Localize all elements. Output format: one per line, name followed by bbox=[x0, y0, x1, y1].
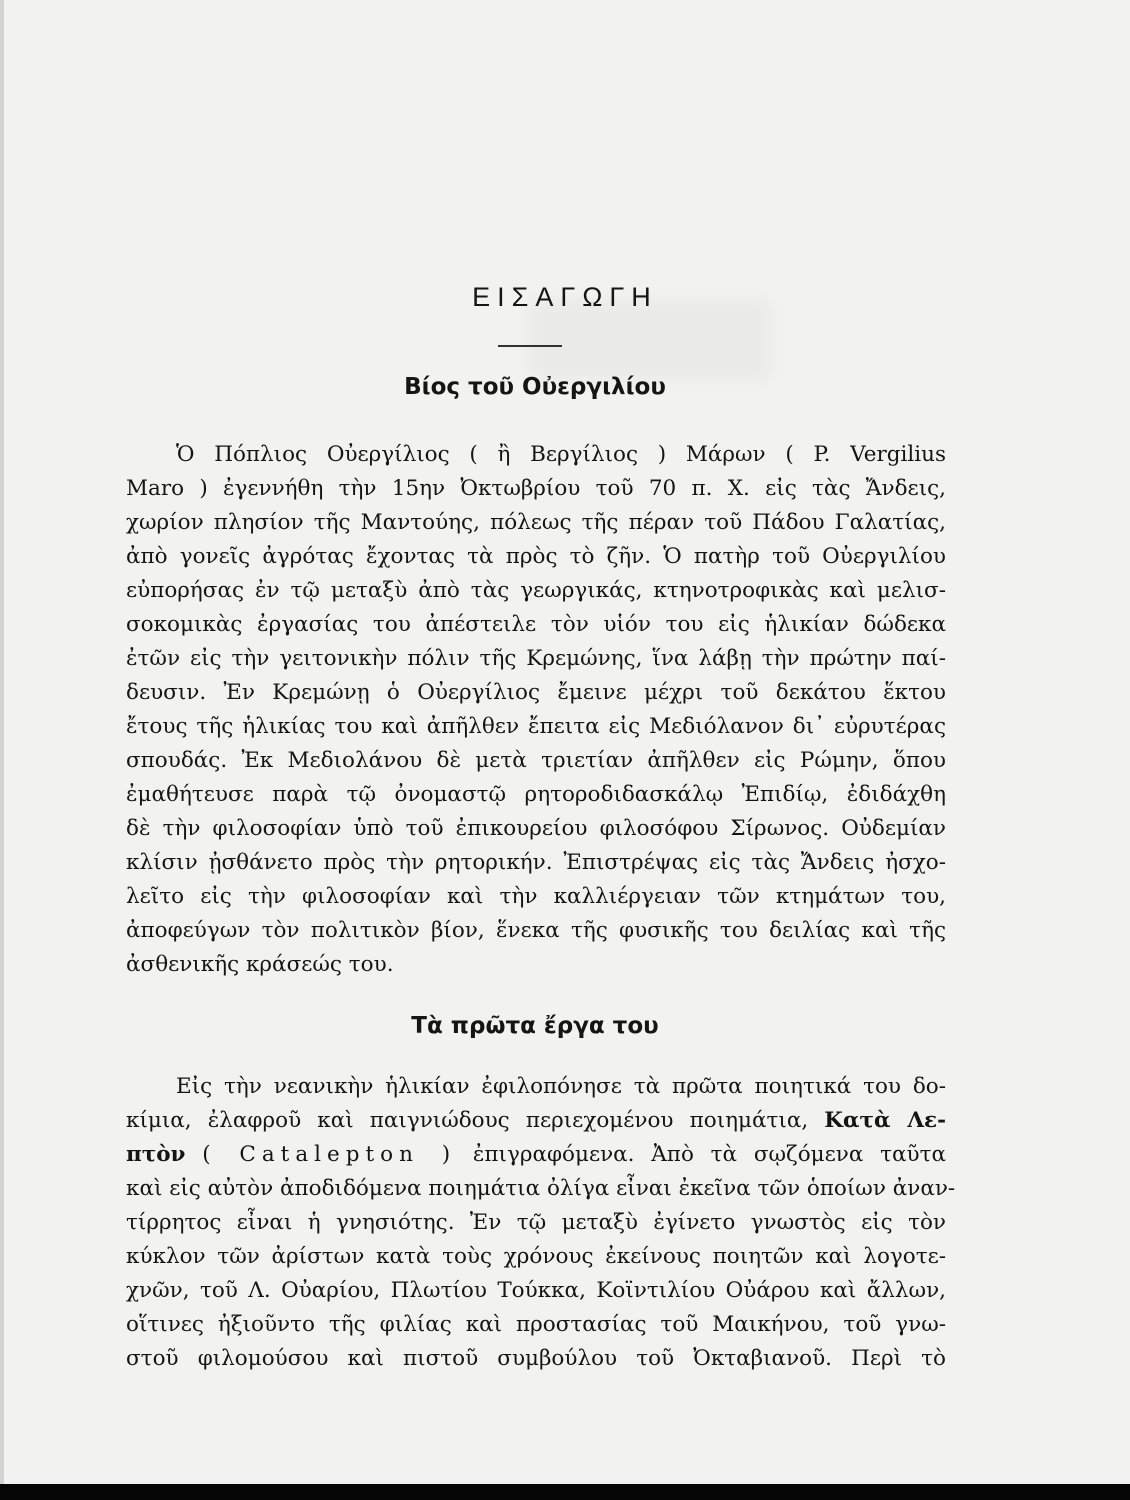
text-line: σοκομικὰς ἐργασίας του ἀπέστειλε τὸν υἱόν του εἰς ἡλικίαν δώδεκα bbox=[126, 612, 946, 637]
text-line: ἐμαθήτευσε παρὰ τῷ ὀνομαστῷ ρητοροδιδασκάλῳ Ἐπιδίῳ, ἐδιδάχθη bbox=[126, 782, 946, 807]
text-line: Maro ) ἐγεννήθη τὴν 15ην Ὀκτωβρίου τοῦ 70 π. Χ. εἰς τὰς Ἄνδεις, bbox=[126, 476, 946, 501]
section-heading-early-works: Τὰ πρῶτα ἔργα του bbox=[411, 1013, 659, 1039]
section-heading-life: Βίος τοῦ Οὐεργιλίου bbox=[404, 374, 666, 400]
text-line: λεῖτο εἰς τὴν φιλοσοφίαν καὶ τὴν καλλιέργειαν τῶν κτημάτων του, bbox=[126, 884, 946, 909]
text-line: ἀπὸ γονεῖς ἀγρότας ἔχοντας τὰ πρὸς τὸ ζῆν. Ὁ πατὴρ τοῦ Οὐεργιλίου bbox=[126, 544, 946, 569]
text-line: χωρίον πλησίον τῆς Μαντούης, πόλεως τῆς πέραν τοῦ Πάδου Γαλατίας, bbox=[126, 510, 946, 535]
scan-bottom-edge bbox=[0, 1484, 1130, 1500]
text-line: ἔτους τῆς ἡλικίας του καὶ ἀπῆλθεν ἔπειτα εἰς Μεδιόλανον δι᾽ εὐρυτέρας bbox=[126, 714, 946, 739]
chapter-title: ΕΙΣΑΓΩΓΗ bbox=[472, 282, 658, 312]
text-line: οἵτινες ἠξιοῦντο τῆς φιλίας καὶ προστασίας τοῦ Μαικήνου, τοῦ γνω- bbox=[126, 1312, 946, 1337]
bold-title-fragment: Κατὰ Λε- bbox=[824, 1108, 946, 1133]
text-line: στοῦ φιλομούσου καὶ πιστοῦ συμβούλου τοῦ Ὀκταβιανοῦ. Περὶ τὸ bbox=[126, 1346, 946, 1371]
text-fragment: κίμια, ἐλαφροῦ καὶ παιγνιώδους περιεχομένου ποιημάτια, bbox=[126, 1108, 809, 1133]
text-line: ἀσθενικῆς κράσεώς του. bbox=[126, 952, 394, 977]
text-line: κλίσιν ᾐσθάνετο πρὸς τὴν ρητορικήν. Ἐπιστρέψας εἰς τὰς Ἄνδεις ἠσχο- bbox=[126, 850, 946, 875]
text-line: τίρρητος εἶναι ἡ γνησιότης. Ἐν τῷ μεταξὺ ἐγίνετο γνωστὸς εἰς τὸν bbox=[126, 1210, 946, 1235]
paragraph-life bbox=[126, 438, 946, 982]
text-line: ἀποφεύγων τὸν πολιτικὸν βίον, ἕνεκα τῆς φυσικῆς του δειλίας καὶ τῆς bbox=[126, 918, 946, 943]
text-line: κύκλον τῶν ἀρίστων κατὰ τοὺς χρόνους ἐκείνους ποιητῶν καὶ λογοτε- bbox=[126, 1244, 946, 1269]
text-line: σπουδάς. Ἐκ Μεδιολάνου δὲ μετὰ τριετίαν ἀπῆλθεν εἰς Ρώμην, ὅπου bbox=[126, 748, 946, 773]
paragraph-early-works bbox=[126, 1070, 956, 1376]
text-line: ἐτῶν εἰς τὴν γειτονικὴν πόλιν τῆς Κρεμώνης, ἵνα λάβῃ τὴν πρώτην παί- bbox=[126, 646, 946, 671]
bold-title-fragment: πτὸν bbox=[126, 1142, 186, 1167]
text-line: Ὁ Πόπλιος Οὐεργίλιος ( ἢ Βεργίλιος ) Μάρων ( P. Vergilius bbox=[176, 442, 946, 467]
latin-title: ( Catalepton ) bbox=[202, 1142, 457, 1167]
text-line: καὶ εἰς αὐτὸν ἀποδιδόμενα ποιημάτια ὀλίγα εἶναι ἐκεῖνα τῶν ὁποίων ἀναν- bbox=[126, 1176, 956, 1201]
text-line bbox=[126, 1104, 946, 1138]
text-fragment: ἐπιγραφόμενα. Ἀπὸ τὰ σῳζόμενα ταῦτα bbox=[472, 1142, 947, 1167]
text-line: εὐπορήσας ἐν τῷ μεταξὺ ἀπὸ τὰς γεωργικάς, κτηνοτροφικὰς καὶ μελισ- bbox=[126, 578, 946, 603]
text-line bbox=[126, 1138, 946, 1172]
scan-left-edge bbox=[0, 0, 4, 1500]
text-line: χνῶν, τοῦ Λ. Οὐαρίου, Πλωτίου Τούκκα, Κοϊντιλίου Οὐάρου καὶ ἄλλων, bbox=[126, 1278, 946, 1303]
title-rule bbox=[498, 345, 562, 347]
text-line: δευσιν. Ἐν Κρεμώνῃ ὁ Οὐεργίλιος ἔμεινε μέχρι τοῦ δεκάτου ἕκτου bbox=[126, 680, 946, 705]
text-line: Εἰς τὴν νεανικὴν ἡλικίαν ἐφιλοπόνησε τὰ πρῶτα ποιητικά του δο- bbox=[176, 1074, 946, 1099]
text-line: δὲ τὴν φιλοσοφίαν ὑπὸ τοῦ ἐπικουρείου φιλοσόφου Σίρωνος. Οὐδεμίαν bbox=[126, 816, 946, 841]
